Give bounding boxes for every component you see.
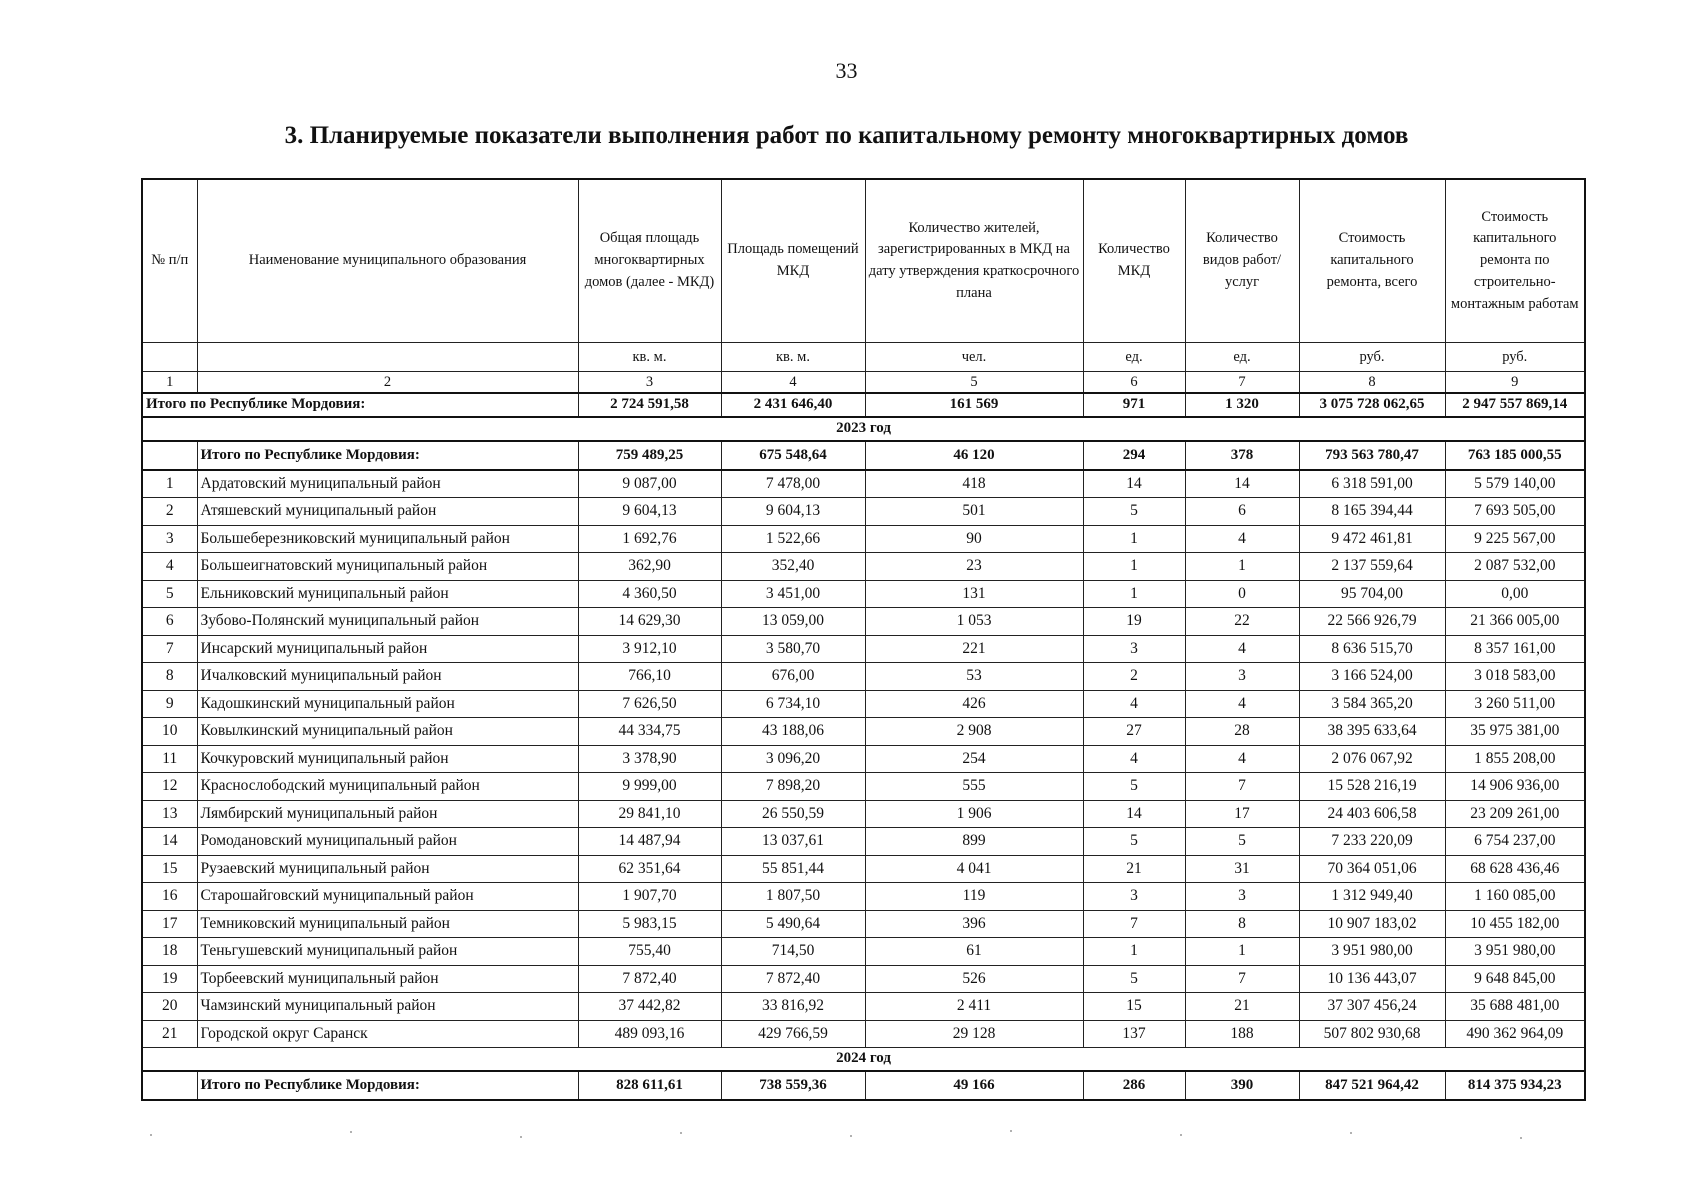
municipality-name: Большеберезниковский муниципальный район: [197, 525, 578, 553]
grand-total-value: 2 724 591,58: [578, 393, 721, 417]
row-value: 8 636 515,70: [1299, 635, 1445, 663]
table-row: [142, 773, 1585, 801]
row-value: 0: [1185, 580, 1299, 608]
row-value: 4: [1185, 745, 1299, 773]
row-value: 9 648 845,00: [1445, 965, 1585, 993]
row-value: 1 906: [865, 800, 1083, 828]
row-value: 13 037,61: [721, 828, 865, 856]
column-number: 1: [142, 372, 197, 394]
municipality-name: Теньгушевский муниципальный район: [197, 938, 578, 966]
row-value: 7 693 505,00: [1445, 498, 1585, 526]
row-value: 38 395 633,64: [1299, 718, 1445, 746]
row-value: 5 490,64: [721, 910, 865, 938]
row-value: 9 999,00: [578, 773, 721, 801]
year-2024-total-value: 814 375 934,23: [1445, 1071, 1585, 1100]
row-number: 6: [142, 608, 197, 636]
row-value: 35 975 381,00: [1445, 718, 1585, 746]
table-row: [142, 910, 1585, 938]
row-value: 21: [1185, 993, 1299, 1021]
row-value: 5: [1083, 498, 1185, 526]
year-2024-total-value: 828 611,61: [578, 1071, 721, 1100]
row-value: 4 041: [865, 855, 1083, 883]
row-value: 13 059,00: [721, 608, 865, 636]
table-row: [142, 498, 1585, 526]
municipality-name: Атяшевский муниципальный район: [197, 498, 578, 526]
header-construction-cost: Стоимость капитального ремонта по строительно-монтажным работам: [1445, 179, 1585, 343]
row-value: 3 096,20: [721, 745, 865, 773]
unit-cell: чел.: [865, 343, 1083, 372]
row-value: 254: [865, 745, 1083, 773]
row-number: 14: [142, 828, 197, 856]
row-number: 21: [142, 1020, 197, 1048]
row-number: 20: [142, 993, 197, 1021]
unit-cell: ед.: [1083, 343, 1185, 372]
row-value: 6 734,10: [721, 690, 865, 718]
municipality-name: Ельниковский муниципальный район: [197, 580, 578, 608]
year-2024-total-row: [142, 1071, 1585, 1100]
empty-cell: [142, 441, 197, 470]
row-value: 8 357 161,00: [1445, 635, 1585, 663]
row-value: 4: [1185, 635, 1299, 663]
header-row: [142, 179, 1585, 343]
row-value: 3 580,70: [721, 635, 865, 663]
row-value: 62 351,64: [578, 855, 721, 883]
municipality-name: Торбеевский муниципальный район: [197, 965, 578, 993]
municipality-name: Городской округ Саранск: [197, 1020, 578, 1048]
row-value: 676,00: [721, 663, 865, 691]
row-value: 4 360,50: [578, 580, 721, 608]
table-row: [142, 965, 1585, 993]
row-value: 3 260 511,00: [1445, 690, 1585, 718]
row-value: 15: [1083, 993, 1185, 1021]
row-value: 3: [1083, 883, 1185, 911]
row-value: 5: [1083, 828, 1185, 856]
row-value: 7 872,40: [721, 965, 865, 993]
row-value: 3 378,90: [578, 745, 721, 773]
row-value: 3: [1185, 663, 1299, 691]
table-row: [142, 580, 1585, 608]
row-value: 23 209 261,00: [1445, 800, 1585, 828]
municipality-name: Ичалковский муниципальный район: [197, 663, 578, 691]
municipality-name: Кочкуровский муниципальный район: [197, 745, 578, 773]
row-value: 4: [1083, 745, 1185, 773]
row-value: 55 851,44: [721, 855, 865, 883]
row-value: 396: [865, 910, 1083, 938]
row-number: 12: [142, 773, 197, 801]
row-value: 14: [1185, 470, 1299, 498]
table-row: [142, 1020, 1585, 1048]
row-value: 714,50: [721, 938, 865, 966]
row-value: 899: [865, 828, 1083, 856]
row-value: 4: [1185, 690, 1299, 718]
row-value: 490 362 964,09: [1445, 1020, 1585, 1048]
row-value: 31: [1185, 855, 1299, 883]
row-number: 1: [142, 470, 197, 498]
municipality-name: Инсарский муниципальный район: [197, 635, 578, 663]
year-2023-total-value: 294: [1083, 441, 1185, 470]
year-2024-total-value: 286: [1083, 1071, 1185, 1100]
row-value: 35 688 481,00: [1445, 993, 1585, 1021]
row-value: 137: [1083, 1020, 1185, 1048]
row-value: 2 076 067,92: [1299, 745, 1445, 773]
table-row: [142, 745, 1585, 773]
grand-total-label: Итого по Республике Мордовия:: [142, 393, 578, 417]
table-row: [142, 663, 1585, 691]
year-2024-total-value: 847 521 964,42: [1299, 1071, 1445, 1100]
row-value: 5: [1083, 965, 1185, 993]
scan-specks: [0, 1128, 1693, 1148]
row-value: 95 704,00: [1299, 580, 1445, 608]
grand-total-value: 3 075 728 062,65: [1299, 393, 1445, 417]
row-value: 3 912,10: [578, 635, 721, 663]
row-value: 14 487,94: [578, 828, 721, 856]
row-value: 2 087 532,00: [1445, 553, 1585, 581]
row-value: 8 165 394,44: [1299, 498, 1445, 526]
column-numbers-row: [142, 372, 1585, 394]
row-value: 7: [1185, 773, 1299, 801]
row-value: 429 766,59: [721, 1020, 865, 1048]
row-value: 131: [865, 580, 1083, 608]
row-number: 8: [142, 663, 197, 691]
row-value: 9 472 461,81: [1299, 525, 1445, 553]
row-value: 26 550,59: [721, 800, 865, 828]
row-value: 29 841,10: [578, 800, 721, 828]
header-total-cost: Стоимость капитального ремонта, всего: [1299, 179, 1445, 343]
header-premises-area: Площадь помещений МКД: [721, 179, 865, 343]
row-value: 7 233 220,09: [1299, 828, 1445, 856]
document-title: 3. Планируемые показатели выполнения работ по капитальному ремонту многоквартирных домов: [284, 122, 1409, 149]
row-value: 61: [865, 938, 1083, 966]
row-value: 555: [865, 773, 1083, 801]
row-value: 3: [1083, 635, 1185, 663]
year-2023-row: [142, 417, 1585, 441]
municipality-name: Большеигнатовский муниципальный район: [197, 553, 578, 581]
page-number: 33: [835, 58, 858, 83]
row-value: 7: [1083, 910, 1185, 938]
row-value: 5: [1083, 773, 1185, 801]
row-value: 1 855 208,00: [1445, 745, 1585, 773]
row-value: 15 528 216,19: [1299, 773, 1445, 801]
empty-cell: [142, 1071, 197, 1100]
row-value: 6 754 237,00: [1445, 828, 1585, 856]
row-value: 37 307 456,24: [1299, 993, 1445, 1021]
row-value: 188: [1185, 1020, 1299, 1048]
row-value: 90: [865, 525, 1083, 553]
row-value: 14 906 936,00: [1445, 773, 1585, 801]
row-value: 501: [865, 498, 1083, 526]
municipality-name: Чамзинский муниципальный район: [197, 993, 578, 1021]
row-value: 29 128: [865, 1020, 1083, 1048]
table-row: [142, 470, 1585, 498]
grand-total-value: 2 947 557 869,14: [1445, 393, 1585, 417]
year-2023-total-label: Итого по Республике Мордовия:: [197, 441, 578, 470]
grand-total-value: 161 569: [865, 393, 1083, 417]
row-value: 0,00: [1445, 580, 1585, 608]
municipality-name: Ковылкинский муниципальный район: [197, 718, 578, 746]
row-value: 10 907 183,02: [1299, 910, 1445, 938]
row-value: 2: [1083, 663, 1185, 691]
table-row: [142, 718, 1585, 746]
row-value: 9 604,13: [721, 498, 865, 526]
header-mkd-count: Количество МКД: [1083, 179, 1185, 343]
table-row: [142, 828, 1585, 856]
row-value: 33 816,92: [721, 993, 865, 1021]
municipality-name: Ромодановский муниципальный район: [197, 828, 578, 856]
row-value: 1 522,66: [721, 525, 865, 553]
row-value: 4: [1083, 690, 1185, 718]
row-value: 21: [1083, 855, 1185, 883]
table-row: [142, 635, 1585, 663]
column-number: 7: [1185, 372, 1299, 394]
row-value: 4: [1185, 525, 1299, 553]
row-value: 1 160 085,00: [1445, 883, 1585, 911]
row-value: 7 478,00: [721, 470, 865, 498]
row-value: 3 584 365,20: [1299, 690, 1445, 718]
table-row: [142, 608, 1585, 636]
row-number: 2: [142, 498, 197, 526]
year-2023-total-row: [142, 441, 1585, 470]
year-2023-total-value: 378: [1185, 441, 1299, 470]
row-number: 10: [142, 718, 197, 746]
column-number: 3: [578, 372, 721, 394]
row-value: 7: [1185, 965, 1299, 993]
row-value: 2 908: [865, 718, 1083, 746]
municipality-name: Лямбирский муниципальный район: [197, 800, 578, 828]
header-work-types: Количество видов работ/услуг: [1185, 179, 1299, 343]
row-value: 9 087,00: [578, 470, 721, 498]
row-number: 13: [142, 800, 197, 828]
municipality-name: Кадошкинский муниципальный район: [197, 690, 578, 718]
row-value: 7 626,50: [578, 690, 721, 718]
row-number: 11: [142, 745, 197, 773]
row-value: 1: [1083, 580, 1185, 608]
row-value: 755,40: [578, 938, 721, 966]
municipality-name: Ардатовский муниципальный район: [197, 470, 578, 498]
row-value: 1: [1185, 938, 1299, 966]
year-2024-total-label: Итого по Республике Мордовия:: [197, 1071, 578, 1100]
row-value: 22 566 926,79: [1299, 608, 1445, 636]
header-number: № п/п: [142, 179, 197, 343]
year-2023-total-value: 675 548,64: [721, 441, 865, 470]
row-value: 21 366 005,00: [1445, 608, 1585, 636]
grand-total-value: 1 320: [1185, 393, 1299, 417]
table-row: [142, 883, 1585, 911]
row-value: 352,40: [721, 553, 865, 581]
row-value: 426: [865, 690, 1083, 718]
row-value: 27: [1083, 718, 1185, 746]
grand-total-row: [142, 393, 1585, 417]
row-value: 6: [1185, 498, 1299, 526]
row-value: 1 312 949,40: [1299, 883, 1445, 911]
column-number: 2: [197, 372, 578, 394]
row-value: 5: [1185, 828, 1299, 856]
row-value: 3: [1185, 883, 1299, 911]
row-value: 23: [865, 553, 1083, 581]
row-value: 14: [1083, 470, 1185, 498]
column-number: 5: [865, 372, 1083, 394]
row-value: 362,90: [578, 553, 721, 581]
column-number: 9: [1445, 372, 1585, 394]
row-value: 1: [1083, 938, 1185, 966]
year-2023-total-value: 759 489,25: [578, 441, 721, 470]
row-value: 119: [865, 883, 1083, 911]
municipality-name: Темниковский муниципальный район: [197, 910, 578, 938]
year-2023-total-value: 763 185 000,55: [1445, 441, 1585, 470]
table-row: [142, 938, 1585, 966]
row-value: 7 872,40: [578, 965, 721, 993]
row-value: 70 364 051,06: [1299, 855, 1445, 883]
header-total-area: Общая площадь многоквартирных домов (далее - МКД): [578, 179, 721, 343]
units-empty: [197, 343, 578, 372]
row-value: 9 225 567,00: [1445, 525, 1585, 553]
row-value: 28: [1185, 718, 1299, 746]
repair-indicators-table: [141, 178, 1586, 1101]
table-row: [142, 553, 1585, 581]
year-2023-label: 2023 год: [142, 417, 1585, 441]
grand-total-value: 971: [1083, 393, 1185, 417]
unit-cell: кв. м.: [721, 343, 865, 372]
row-value: 14 629,30: [578, 608, 721, 636]
row-number: 9: [142, 690, 197, 718]
row-number: 7: [142, 635, 197, 663]
row-value: 44 334,75: [578, 718, 721, 746]
column-number: 4: [721, 372, 865, 394]
row-value: 10 455 182,00: [1445, 910, 1585, 938]
municipality-name: Зубово-Полянский муниципальный район: [197, 608, 578, 636]
row-value: 1: [1083, 553, 1185, 581]
row-value: 1 692,76: [578, 525, 721, 553]
row-value: 5 983,15: [578, 910, 721, 938]
row-value: 507 802 930,68: [1299, 1020, 1445, 1048]
row-value: 1 907,70: [578, 883, 721, 911]
year-2024-total-value: 49 166: [865, 1071, 1083, 1100]
row-number: 5: [142, 580, 197, 608]
row-value: 68 628 436,46: [1445, 855, 1585, 883]
row-value: 1: [1083, 525, 1185, 553]
row-value: 53: [865, 663, 1083, 691]
row-value: 3 951 980,00: [1299, 938, 1445, 966]
municipality-name: Старошайговский муниципальный район: [197, 883, 578, 911]
year-2023-total-value: 46 120: [865, 441, 1083, 470]
year-2024-total-value: 738 559,36: [721, 1071, 865, 1100]
year-2024-row: [142, 1048, 1585, 1072]
row-value: 221: [865, 635, 1083, 663]
year-2023-total-value: 793 563 780,47: [1299, 441, 1445, 470]
unit-cell: ед.: [1185, 343, 1299, 372]
column-number: 6: [1083, 372, 1185, 394]
municipality-name: Краснослободский муниципальный район: [197, 773, 578, 801]
table-row: [142, 690, 1585, 718]
row-value: 37 442,82: [578, 993, 721, 1021]
row-value: 7 898,20: [721, 773, 865, 801]
units-row: [142, 343, 1585, 372]
row-number: 17: [142, 910, 197, 938]
units-empty: [142, 343, 197, 372]
row-value: 5 579 140,00: [1445, 470, 1585, 498]
row-value: 6 318 591,00: [1299, 470, 1445, 498]
header-residents: Количество жителей, зарегистрированных в МКД на дату утверждения краткосрочного плана: [865, 179, 1083, 343]
row-number: 3: [142, 525, 197, 553]
column-number: 8: [1299, 372, 1445, 394]
grand-total-value: 2 431 646,40: [721, 393, 865, 417]
row-value: 3 166 524,00: [1299, 663, 1445, 691]
row-value: 9 604,13: [578, 498, 721, 526]
row-value: 1: [1185, 553, 1299, 581]
row-value: 10 136 443,07: [1299, 965, 1445, 993]
year-2024-total-value: 390: [1185, 1071, 1299, 1100]
row-value: 489 093,16: [578, 1020, 721, 1048]
table-row: [142, 800, 1585, 828]
row-value: 2 137 559,64: [1299, 553, 1445, 581]
unit-cell: руб.: [1445, 343, 1585, 372]
row-number: 16: [142, 883, 197, 911]
row-value: 22: [1185, 608, 1299, 636]
row-value: 19: [1083, 608, 1185, 636]
unit-cell: руб.: [1299, 343, 1445, 372]
row-value: 766,10: [578, 663, 721, 691]
unit-cell: кв. м.: [578, 343, 721, 372]
row-value: 1 053: [865, 608, 1083, 636]
table-row: [142, 855, 1585, 883]
municipality-name: Рузаевский муниципальный район: [197, 855, 578, 883]
year-2024-label: 2024 год: [142, 1048, 1585, 1072]
table-row: [142, 993, 1585, 1021]
row-value: 3 951 980,00: [1445, 938, 1585, 966]
row-value: 3 451,00: [721, 580, 865, 608]
table-row: [142, 525, 1585, 553]
row-value: 418: [865, 470, 1083, 498]
row-value: 17: [1185, 800, 1299, 828]
row-number: 18: [142, 938, 197, 966]
row-value: 1 807,50: [721, 883, 865, 911]
row-value: 43 188,06: [721, 718, 865, 746]
header-municipality: Наименование муниципального образования: [197, 179, 578, 343]
row-value: 24 403 606,58: [1299, 800, 1445, 828]
row-number: 19: [142, 965, 197, 993]
row-value: 14: [1083, 800, 1185, 828]
row-value: 526: [865, 965, 1083, 993]
row-value: 2 411: [865, 993, 1083, 1021]
row-value: 8: [1185, 910, 1299, 938]
row-number: 15: [142, 855, 197, 883]
row-number: 4: [142, 553, 197, 581]
row-value: 3 018 583,00: [1445, 663, 1585, 691]
